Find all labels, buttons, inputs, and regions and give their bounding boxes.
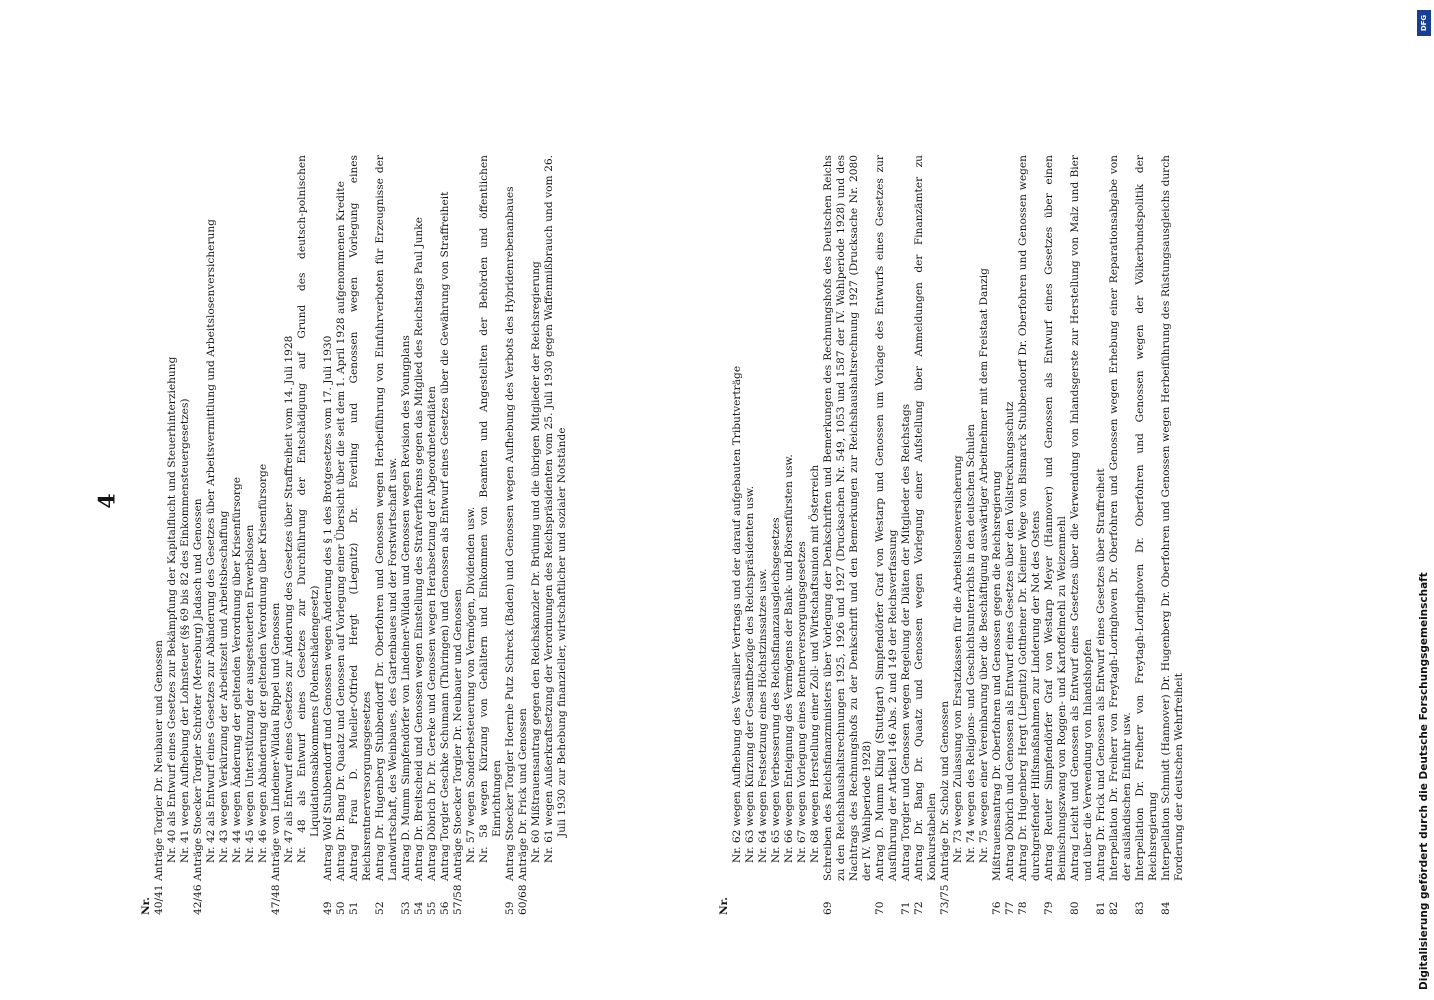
entry-text: Antrag Döbrich Dr. Dr. Gereke und Genossen wegen Herabsetzung der Abgeordnetendiäten [426,386,438,881]
entry-text: Antrag D. Mumm Simpfendörfer von Lindeiner-Wildau und Genossen wegen Revision des Youngplans [400,335,412,881]
entry-number: 57/58 [452,884,464,915]
entry-number: 72 [913,901,925,915]
entry-text: Antrag Dr. Hugenberg Stubbendorff Dr. Oberfohren und Genossen wegen Herbeiführung von Einfuhrverboten für Erzeugnisse der Landwirtschaft, des Weinbaues, des Gartenbaues und der Forstwirtschaft usw. [374,155,399,881]
agenda-entry [874,155,900,915]
agenda-entry [478,155,504,915]
entry-number: 47/48 [270,884,282,915]
agenda-entry [413,155,426,915]
agenda-entry [809,155,822,915]
entry-text: Nr. 44 wegen Änderung der geltenden Verordnung über Krisenfürsorge [231,476,243,863]
agenda-entry [1095,155,1108,915]
entry-text: Anträge Torgler Dr. Neubauer und Genossen [153,640,165,881]
agenda-entry [205,155,218,915]
entry-text: Nr. 66 wegen Enteignung des Vermögens der Bank- und Börsenfürsten usw. [783,454,795,863]
entry-text: Antrag Döbrich und Genossen als Entwurf eines Gesetzes über den Vollstreckungsschutz [1004,401,1016,881]
entry-text: Nr. 58 wegen Kürzung von Gehältern und Einkommen von Beamten und Angestellten der Behörden und öffentlichen Einrichtungen [478,155,503,863]
page-number: 4 [94,493,121,509]
entry-number: 77 [1004,901,1016,915]
agenda-entry [952,155,965,915]
agenda-entry [991,155,1004,915]
entry-number: 80 [1069,901,1081,915]
entry-number: 42/46 [192,884,204,915]
entry-number: 51 [348,901,360,915]
entry-number: 78 [1017,901,1029,915]
entry-text: Interpellation Dr. Freiherr von Freytagh-Loringhoven Dr. Oberfohren und Genossen wegen Erhebung einer Reparationsabgabe von der ausländischen Einfuhr usw. [1108,155,1133,881]
entry-number: 50 [335,901,347,915]
agenda-entry [465,155,478,915]
left-column-text [140,155,569,915]
agenda-entry [939,155,952,915]
entry-text: Antrag Stoecker Torgler Hoernle Putz Schreck (Baden) und Genossen wegen Aufhebung des Verbots des Hybridenrebenanbaues [504,186,516,881]
entry-text: Anträge von Lindeiner-Wildau Rippel und Genossen [270,602,282,881]
agenda-entry [257,155,270,915]
agenda-entry [731,155,744,915]
entry-text: Nr. 63 wegen Kürzung der Gesamtbezüge des Reichspräsidenten usw. [744,485,756,863]
agenda-entry [913,155,939,915]
agenda-entry [504,155,517,915]
agenda-entry [1160,155,1186,915]
agenda-entry [1004,155,1017,915]
entry-number: 83 [1134,901,1146,915]
dfg-logo-text: DFG [1420,14,1428,32]
entry-text: Mißtrauensantrag Dr. Oberfohren und Genossen gegen die Reichsregierung [991,470,1003,881]
entry-number: 49 [322,901,334,915]
entry-text: Antrag Torgler und Genossen wegen Regelung der Diäten der Mitglieder des Reichstags [900,403,912,881]
entry-text: Nr. 48 als Entwurf eines Gesetzes zur Durchführung der Entschädigung auf Grund des deutsch-polnischen Liquidationsabkommens (Polenschädengesetz) [296,155,321,863]
agenda-entry [744,155,757,915]
entry-text: Nr. 60 Mißtrauensantrag gegen den Reichskanzler Dr. Brüning und die übrigen Mitglieder der Reichsregierung [530,261,542,863]
entry-number: 81 [1095,901,1107,915]
agenda-entry [1043,155,1069,915]
digitization-note: Digitalisierung gefördert durch die Deutsche Forschungsgemeinschaft [1418,572,1430,990]
agenda-entry [978,155,991,915]
entry-text: Antrag Dr. Breitscheid und Genossen wegen Einstellung des Strafverfahrens gegen das Mitglied des Reichstags Paul Junke [413,217,425,881]
entry-text: Antrag Leicht und Genossen als Entwurf eines Gesetzes über die Verwendung von Inlandsgerste zur Herstellung von Malz und Bier und über die Verwendung von Inlandshopfen [1069,155,1094,881]
entry-number: 59 [504,901,516,915]
entry-number: 60/68 [517,884,529,915]
agenda-entry [374,155,400,915]
entry-text: Antrag Dr. Bang Dr. Quaatz und Genossen auf Vorlegung einer Übersicht über die seit dem 1. April 1928 aufgenommenen Kredite [335,181,347,881]
entry-text: Nr. 68 wegen Herstellung einer Zoll- und Wirtschaftsunion mit Österreich [809,464,821,863]
entry-text: Nr. 43 wegen Verkürzung der Arbeitszeit und Arbeitsbeschaffung [218,510,230,863]
dfg-logo [1417,10,1431,36]
entry-number: 73/75 [939,884,951,915]
entry-text: Antrag Dr. Bang Dr. Quaatz und Genossen wegen Vorlegung einer Aufstellung über Anmeldungen der Finanzämter zu Konkurstabellen [913,155,938,881]
agenda-entry [900,155,913,915]
entry-text: Schreiben des Reichsfinanzministers über Vorlegung der Denkschriften und Bemerkungen des Rechnungshofs des Deutschen Reichs zu den Reichshaushaltsrechnungen 1925, 1926 und 1927 (Drucksachen Nr. 549, 1053 und 1587 der IV. Wahlperiode 1928) und des Nachtrags des Rechnungshofs zu der Denkschrift und den Bemerkungen zur Reichshaushaltsrechnung 1927 (Drucksache Nr. 2080 der IV. Wahlperiode 1928) [822,155,873,881]
right-column-text [718,155,1186,915]
agenda-entry [231,155,244,915]
agenda-entry [1069,155,1095,915]
agenda-entry [439,155,452,915]
agenda-entry [296,155,322,915]
entry-text: Nr. 41 wegen Aufhebung der Lohnsteuer (§§ 69 bis 82 des Einkommensteuergesetzes) [179,398,191,863]
entry-text: Anträge Dr. Scholz und Genossen [939,700,951,881]
entry-number: 54 [413,901,425,915]
agenda-entry [530,155,543,915]
agenda-entry [1017,155,1043,915]
entry-text: Anträge Stoecker Torgler Dr. Neubauer und Genossen [452,588,464,881]
entry-text: Nr. 57 wegen Sonderbesteuerung von Vermögen, Dividenden usw. [465,506,477,863]
agenda-entry [1134,155,1160,915]
agenda-entry [322,155,335,915]
agenda-entry [543,155,569,915]
agenda-entry [517,155,530,915]
entry-text: Antrag Dr. Hugenberg Hergt (Liegnitz) Gottheiner Dr. Kleiner Wege von Bismarck Stubbendorff Dr. Oberfohren und Genossen wegen durchgreifender Hilfsmaßnahmen zur Linderung der Not des Ostens [1017,155,1042,881]
agenda-entry [218,155,231,915]
entry-text: Nr. 62 wegen Aufhebung des Versailler Vertrags und der darauf aufgebauten Tributverträge [731,365,743,863]
column-header: Nr. [140,897,152,915]
agenda-entry [965,155,978,915]
entry-text: Nr. 75 wegen einer Vereinbarung über die Beschäftigung auswärtiger Arbeitnehmer mit dem Freistaat Danzig [978,268,990,863]
entry-text: Nr. 40 als Entwurf eines Gesetzes zur Bekämpfung der Kapitalflucht und Steuerhinterziehung [166,356,178,863]
entry-number: 52 [374,901,386,915]
entry-number: 69 [822,901,834,915]
agenda-entry [1108,155,1134,915]
entry-number: 56 [439,901,451,915]
agenda-entry [796,155,809,915]
agenda-entry [166,155,179,915]
agenda-entry [153,155,166,915]
agenda-entry [770,155,783,915]
entry-number: 70 [874,901,886,915]
entry-text: Nr. 64 wegen Festsetzung eines Höchstzinssatzes usw. [757,568,769,863]
entry-number: 53 [400,901,412,915]
entry-number: 84 [1160,901,1172,915]
column-header: Nr. [718,897,730,915]
entry-text: Antrag Torgler Geschke Schumann (Thüringen) und Genossen als Entwurf eines Gesetzes über die Gewährung von Straffreiheit [439,191,451,881]
agenda-entry [179,155,192,915]
agenda-entry [283,155,296,915]
entry-text: Anträge Stoecker Torgler Schröter (Merseburg) Jadasch und Genossen [192,498,204,881]
agenda-entry [335,155,348,915]
entry-number: 79 [1043,901,1055,915]
agenda-entry [757,155,770,915]
agenda-entry [244,155,257,915]
entry-text: Nr. 74 wegen des Religions- und Geschichtsunterrichts in den deutschen Schulen [965,424,977,863]
entry-text: Nr. 73 wegen Zulassung von Ersatzkassen für die Arbeitslosenversicherung [952,455,964,863]
entry-text: Antrag Frau D. Mueller-Otfried Hergt (Liegnitz) Dr. Everling und Genossen wegen Vorlegung eines Reichsrentnerversorgungsgesetzes [348,155,373,881]
entry-text: Antrag D. Mumm Kling (Stuttgart) Simpfendörfer Graf von Westarp und Genossen um Vorlage des Entwurfs eines Gesetzes zur Ausführung der Artikel 146 Abs. 2 und 149 der Reichsverfassung [874,155,899,881]
entry-text: Antrag Dr. Frick und Genossen als Entwurf eines Gesetzes über Straffreiheit [1095,468,1107,881]
entry-text: Anträge Dr. Frick und Genossen [517,708,529,881]
entry-text: Nr. 45 wegen Unterstützung der ausgesteuerten Erwerbslosen [244,524,256,863]
entry-text: Nr. 46 wegen Abänderung der geltenden Verordnung über Krisenfürsorge [257,463,269,863]
agenda-entry [400,155,413,915]
agenda-entry [348,155,374,915]
entry-number: 40/41 [153,884,165,915]
entry-number: 82 [1108,901,1120,915]
entry-text: Nr. 42 als Entwurf eines Gesetzes zur Abänderung des Gesetzes über Arbeitsvermittlung und Arbeitslosenversicherung [205,219,217,863]
agenda-entry [270,155,283,915]
agenda-entry [426,155,439,915]
entry-text: Antrag Reuter Simpfendörfer Graf von Westarp Meyer (Hannover) und Genossen als Entwurf eines Gesetzes über einen Beimischungszwang von Roggen- und Kartoffelmehl zu Weizenmehl [1043,155,1068,881]
entry-text: Nr. 65 wegen Verbesserung des Reichsfinanzausgleichsgesetzes [770,517,782,863]
agenda-entry [783,155,796,915]
entry-text: Interpellation Schmidt (Hannover) Dr. Hugenberg Dr. Oberfohren und Genossen wegen Herbeiführung des Rüstungsausgleichs durch Forderung der deutschen Wehrfreiheit [1160,155,1185,881]
entry-number: 55 [426,901,438,915]
entry-number: 71 [900,901,912,915]
entry-number: 76 [991,901,1003,915]
entry-text: Nr. 67 wegen Vorlegung eines Rentnerversorgungsgesetzes [796,541,808,863]
entry-text: Nr. 47 als Entwurf eines Gesetzes zur Änderung des Gesetzes über Straffreiheit vom 14. Juli 1928 [283,335,295,863]
agenda-entry [822,155,874,915]
entry-text: Antrag Wolf Stubbendorff und Genossen wegen Änderung des § 1 des Brotgesetzes vom 17. Juli 1930 [322,335,334,881]
entry-text: Interpellation Dr. Freiherr von Freytagh-Loringhoven Dr. Oberfohren und Genossen wegen der Völkerbundspolitik der Reichsregierung [1134,155,1159,881]
agenda-entry [452,155,465,915]
agenda-entry [192,155,205,915]
entry-text: Nr. 61 wegen Außerkraftsetzung der Verordnungen des Reichspräsidenten vom 25. Juli 1930 gegen Waffenmißbrauch und vom 26. Juli 1930 zur Behebung finanzieller, wirtschaftlicher und sozialer Notstände [543,155,568,863]
